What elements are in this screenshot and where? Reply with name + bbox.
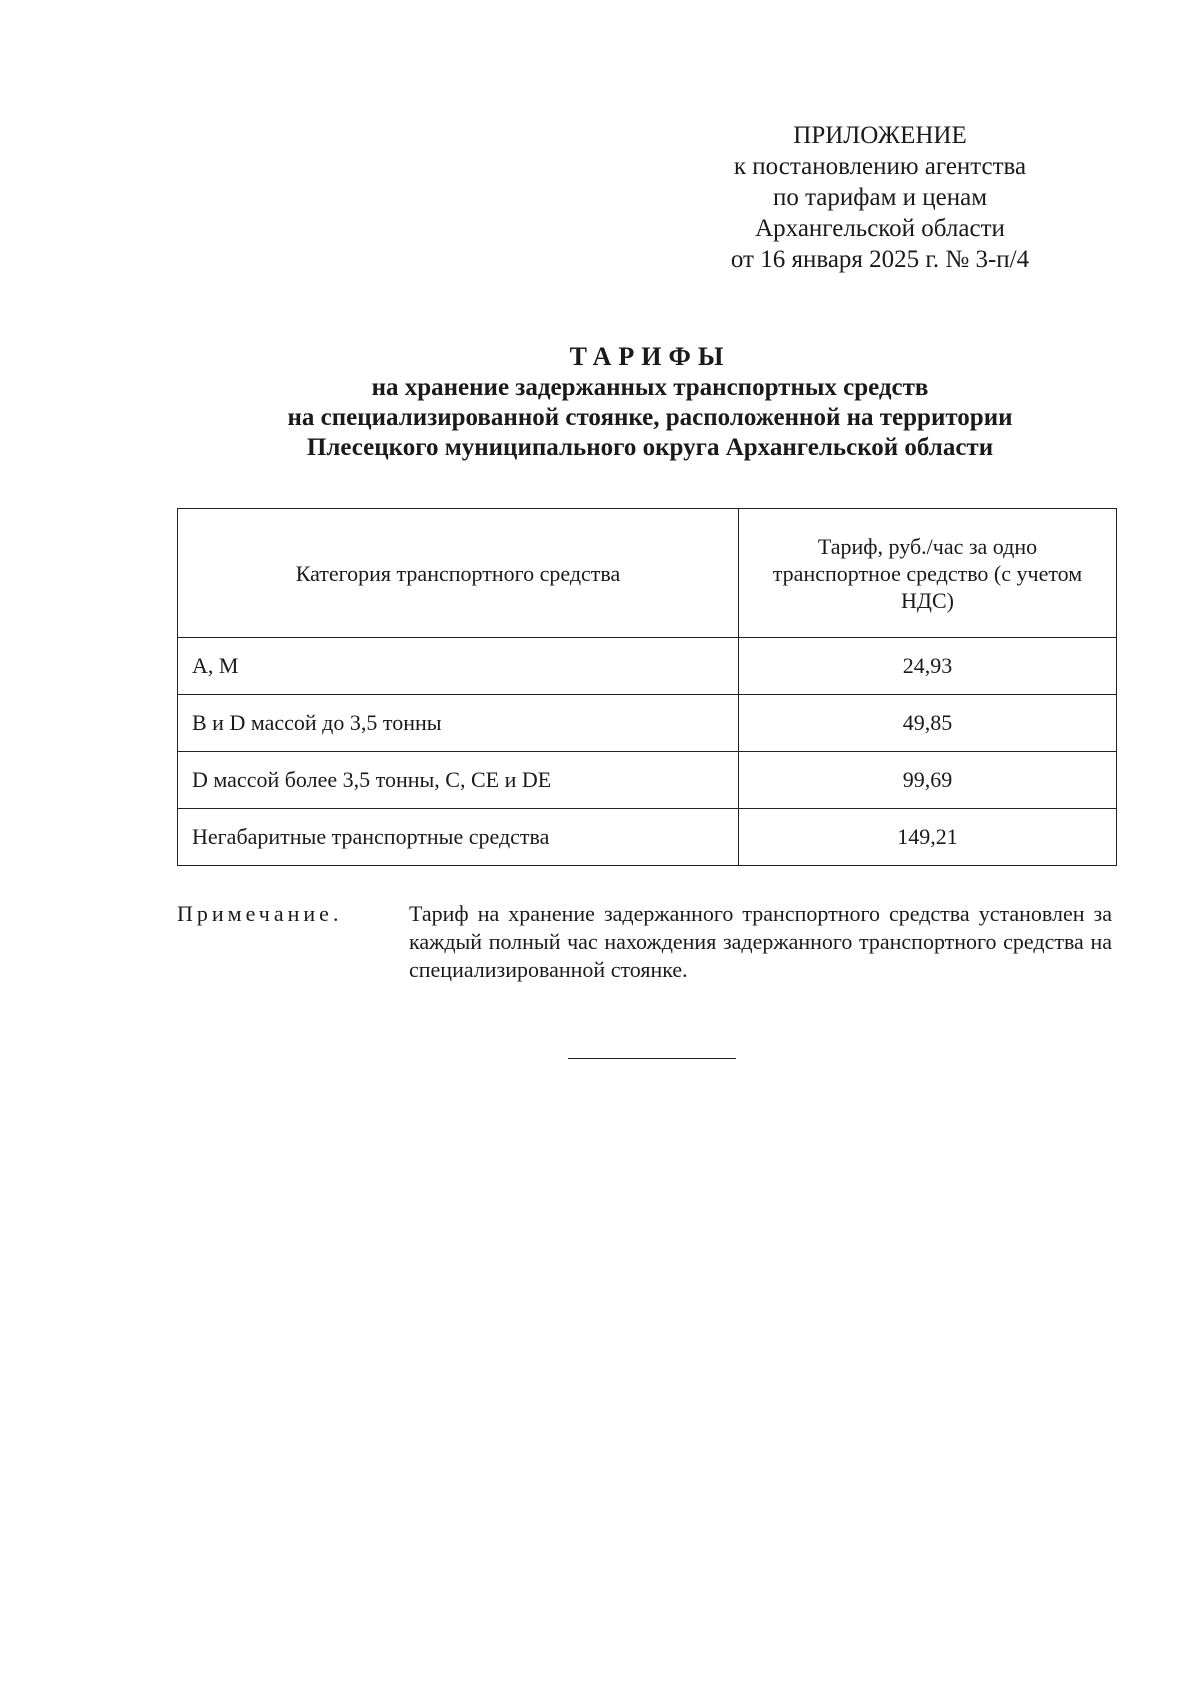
- cell-tariff: 24,93: [739, 638, 1117, 695]
- appendix-line: Архангельской области: [755, 215, 1005, 242]
- cell-tariff: 99,69: [739, 752, 1117, 809]
- cell-category: D массой более 3,5 тонны, С, СЕ и DE: [178, 752, 739, 809]
- note-text: Тариф на хранение задержанного транспортного средства установлен за каждый полный час нахождения задержанного транспортного средства на специализированной стоянке.: [409, 901, 1112, 982]
- table-row: [178, 809, 1117, 866]
- table-row: [178, 752, 1117, 809]
- document-title: [160, 342, 1140, 463]
- cell-category: А, М: [178, 638, 739, 695]
- cell-tariff: 49,85: [739, 695, 1117, 752]
- note-label: Примечание.: [177, 901, 343, 926]
- tariff-table: [177, 508, 1117, 866]
- appendix-line: по тарифам и ценам: [772, 184, 988, 211]
- title-line: на специализированной стоянке, расположенной на территории: [287, 404, 1013, 431]
- appendix-line: к постановлению агентства: [733, 153, 1027, 180]
- cell-category: Негабаритные транспортные средства: [178, 809, 739, 866]
- table-row: [178, 695, 1117, 752]
- appendix-line: от 16 января 2025 г. № 3-п/4: [730, 246, 1030, 273]
- cell-tariff: 149,21: [739, 809, 1117, 866]
- header-tariff: Тариф, руб./час за одно транспортное средство (с учетом НДС): [739, 509, 1117, 638]
- title-main: ТАРИФЫ: [569, 342, 731, 371]
- table-header-row: [178, 509, 1117, 638]
- end-divider: [568, 1058, 736, 1059]
- title-line: Плесецкого муниципального округа Архангельской области: [306, 434, 994, 461]
- cell-category: В и D массой до 3,5 тонны: [178, 695, 739, 752]
- table-row: [178, 638, 1117, 695]
- title-line: на хранение задержанных транспортных средств: [371, 374, 929, 401]
- header-category: Категория транспортного средства: [178, 509, 739, 638]
- appendix-heading: ПРИЛОЖЕНИЕ: [793, 122, 967, 149]
- appendix-block: [690, 120, 1070, 275]
